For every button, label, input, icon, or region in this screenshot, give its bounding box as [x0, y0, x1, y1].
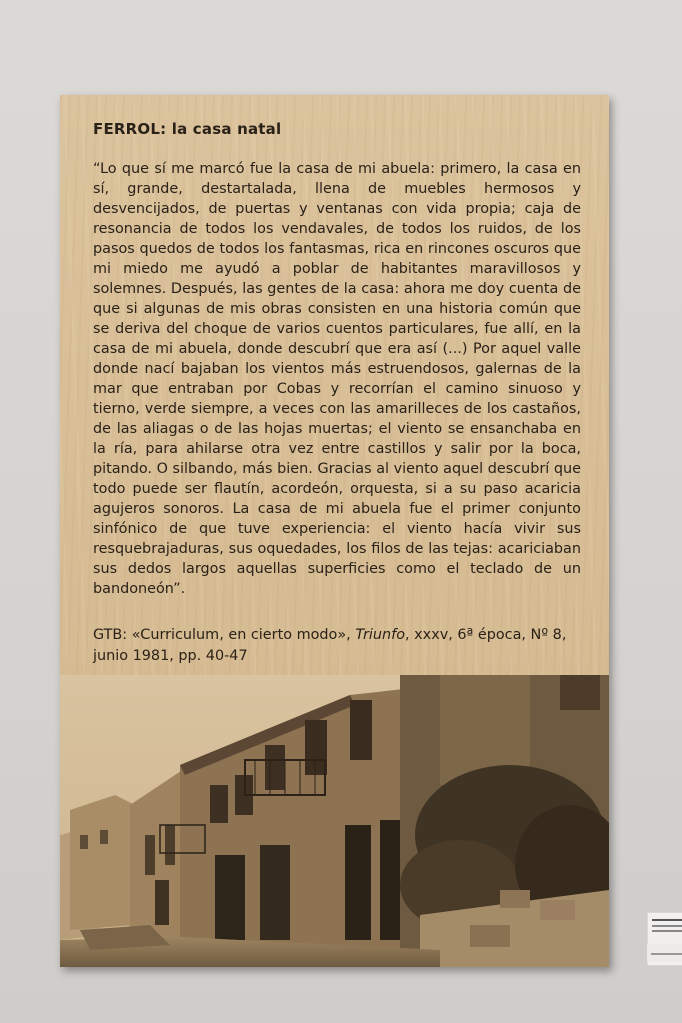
street-houses-illustration	[60, 675, 609, 967]
quote-text: “Lo que sí me marcó fue la casa de mi abuela: primero, la casa en sí, grande, destartalada, llena de muebles hermosos y desvencijados, de puertas y ventanas con vida propia; caja de resonancia de todos los vendavales, de todos los ruidos, de los pasos quedos de todos los fantasmas, rica en rincones oscuros que mi miedo me ayudó a poblar de habitantes maravillosos y solemnes. Después, las gentes de la casa: ahora me doy cuenta de que si algunas de mis obras consisten en una historia común que se deriva del choque de varios cuentos particulares, fue allí, en la casa de mi abuela, donde descubrí que era así (...) Por aquel valle donde nací bajaban los vientos más estruendosos, galernas de la mar que entraban por Cobas y recorrían el camino sinuoso y tierno, verde siempre, a veces con las amarilleces de los castaños, de las aliagas o de las hojas muertas; el viento se ensanchaba en la ría, para ahilarse otra vez entre castillos y salir por la boca, pitando. O silbando, más bien. Gracias al viento aquel descubrí que todo puede ser flautín, acordeón, orquesta, si a su paso acaricia agujeros sonoros. La casa de mi abuela fue el primer conjunto sinfónico de que tuve experiencia: el viento hacía vivir sus resquebrajaduras, sus oquedades, los filos de las tejas: acariciaban sus dedos largos aquellas superficies como el teclado de un bandoneón”.	[93, 161, 581, 597]
panel-title: FERROL: la casa natal	[93, 120, 282, 138]
citation-suffix: , xxxv, 6ª época, Nº 8, junio 1981, pp. 40-47	[93, 627, 567, 664]
historic-house-photo	[60, 675, 609, 967]
caption-line	[652, 930, 682, 932]
exhibit-panel	[60, 95, 609, 967]
citation-publication: Triunfo	[355, 627, 406, 643]
citation-prefix: GTB: «Curriculum, en cierto modo»,	[93, 627, 356, 643]
caption-line	[651, 953, 682, 955]
citation	[93, 625, 581, 667]
adjacent-caption-card-footer	[647, 944, 682, 962]
caption-line	[652, 919, 682, 921]
caption-line	[652, 925, 682, 927]
